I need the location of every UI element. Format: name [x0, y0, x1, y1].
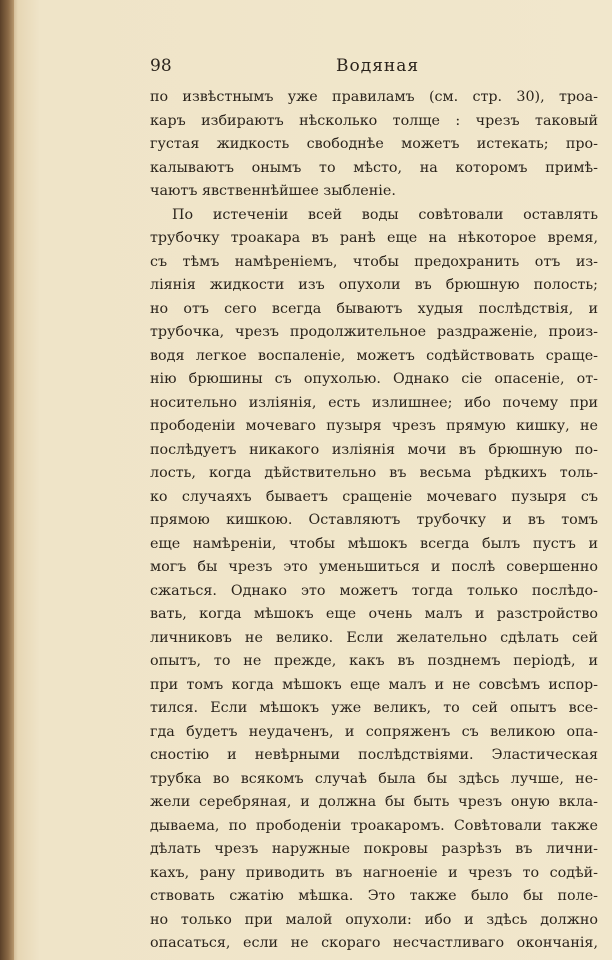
text-line: ко случаяхъ бываетъ сращеніе мочеваго пузыря съ — [150, 488, 598, 505]
text-line: съ тѣмъ намѣреніемъ, чтобы предохранить отъ из- — [150, 253, 598, 270]
text-line: густая жидкость свободнѣе можетъ истекать; про- — [150, 136, 598, 152]
text-line: дѣлать чрезъ наружные покровы разрѣзъ въ лични- — [150, 841, 598, 857]
text-line: прямою кишкою. Оставляютъ трубочку и въ томъ — [150, 512, 598, 528]
text-line: По истеченіи всей воды совѣтовали оставлять — [172, 206, 598, 223]
page-number: 98 — [150, 56, 172, 76]
text-line: тился. Если мѣшокъ уже великъ, то сей опытъ все- — [150, 700, 598, 716]
book-spine — [0, 0, 14, 960]
text-line: сностію и невѣрными послѣдствіями. Эластическая — [150, 747, 598, 763]
text-line: вать, когда мѣшокъ еще очень малъ и разстройство — [150, 606, 598, 622]
text-line: личниковъ не велико. Если желательно сдѣлать сей — [150, 629, 598, 646]
text-line: еще намѣреніи, чтобы мѣшокъ всегда былъ пустъ и — [150, 535, 598, 552]
text-line: чаютъ явственнѣйшее зыбленіе. — [150, 183, 396, 199]
text-line: трубочку троакара въ ранѣ еще на нѣкоторое время, — [150, 230, 598, 246]
text-line: жели серебряная, и должна бы быть чрезъ оную вкла- — [150, 794, 598, 810]
running-head: Водяная — [336, 56, 420, 76]
text-line: но только при малой опухоли: ибо и здѣсь должно — [150, 911, 598, 928]
page-header — [150, 56, 560, 82]
text-line: могъ бы чрезъ это уменьшиться и послѣ совершенно — [150, 559, 598, 575]
text-line: лiянія жидкости изъ опухоли въ брюшную полость; — [150, 277, 598, 293]
text-line: гда будетъ неудаченъ, и сопряженъ съ великою опа- — [150, 723, 598, 740]
text-line: носительно излiянія, есть излишнее; ибо почему при — [150, 394, 598, 411]
text-line: трубочка, чрезъ продолжительное раздраженіе, произ- — [150, 324, 598, 340]
text-line: трубка во всякомъ случаѣ была бы здѣсь лучше, не- — [150, 770, 598, 787]
text-line: по извѣстнымъ уже правиламъ (см. стр. 30), троа- — [150, 89, 598, 105]
body-text — [150, 86, 598, 956]
text-line: калываютъ онымъ то мѣсто, на которомъ примѣ- — [150, 159, 598, 176]
text-line: ствовать сжатію мѣшка. Это также было бы поле- — [150, 888, 598, 904]
text-line: каръ избираютъ нѣсколько толще : чрезъ таковый — [150, 112, 598, 129]
text-line: нію брюшины съ опухолью. Однако сіе опасеніе, от- — [150, 371, 598, 387]
text-line: прободеніи мочеваго пузыря чрезъ прямую кишку, не — [150, 418, 598, 434]
text-line: опасаться, если не скораго несчастливаго окончанія, — [150, 935, 598, 951]
text-line: кахъ, рану приводить въ нагноеніе и чрезъ то содѣй- — [150, 864, 598, 881]
text-line: послѣдуетъ никакого излiянія мочи въ брюшную по- — [150, 441, 598, 458]
text-line: при томъ когда мѣшокъ еще малъ и не совсѣмъ испор- — [150, 676, 598, 693]
text-line: но отъ сего всегда бываютъ худыя послѣдствія, и — [150, 300, 598, 317]
text-line: лость, когда дѣйствительно въ весьма рѣдкихъ толь- — [150, 465, 598, 481]
text-line: опытъ, то не прежде, какъ въ позднемъ періодѣ, и — [150, 653, 598, 669]
text-line: сжаться. Однако это можетъ тогда только послѣдо- — [150, 582, 598, 599]
text-line: водя легкое воспаленіе, можетъ содѣйствовать сраще- — [150, 347, 598, 364]
text-line: дываема, по прободеніи троакаромъ. Совѣтовали также — [150, 817, 598, 834]
